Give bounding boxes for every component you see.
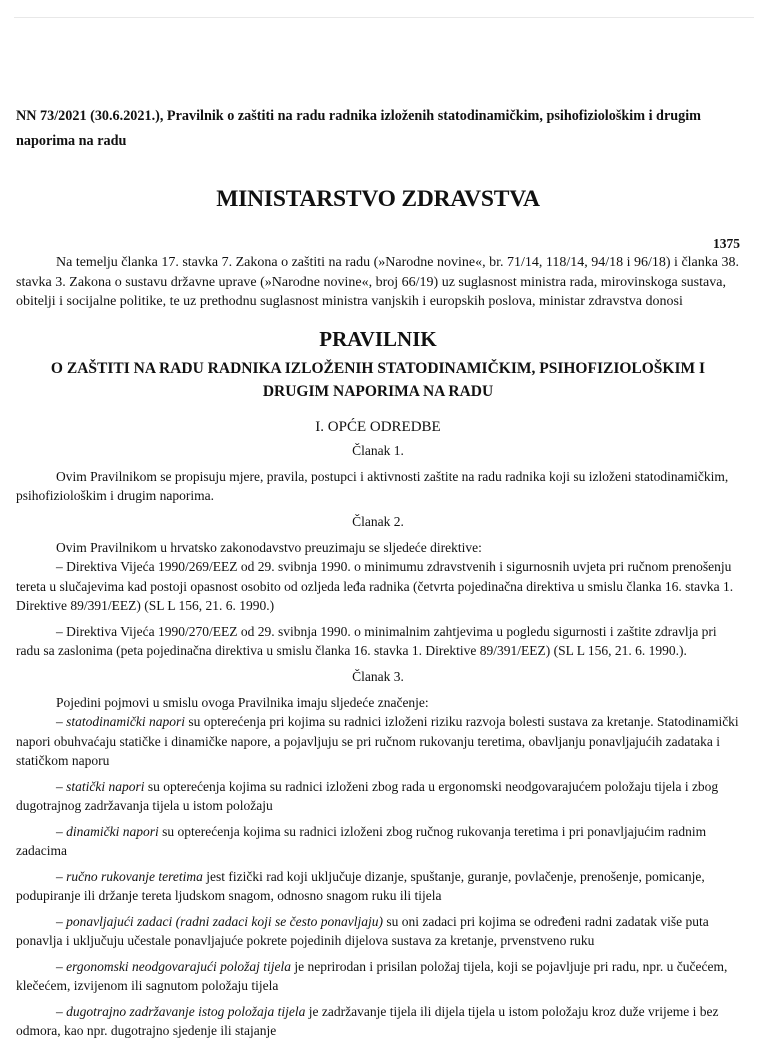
ministry-heading: MINISTARSTVO ZDRAVSTVA — [216, 186, 540, 212]
article-1-text: Ovim Pravilnikom se propisuju mjere, pravila, postupci i aktivnosti zaštite na radu radnika koji su izloženi statodinamičkim, psihofiziološkim i drugim naporima. — [16, 468, 729, 503]
article-2-intro: Ovim Pravilnikom u hrvatsko zakonodavstvo preuzimaju se sljedeće direktive: — [56, 539, 482, 555]
definition-item — [16, 822, 740, 861]
definition-item — [16, 957, 740, 996]
definition-item — [16, 912, 740, 951]
article-3-heading: Članak 3. — [352, 668, 404, 684]
definition-term: ponavljajući zadaci (radni zadaci koji se često ponavljaju) — [66, 913, 383, 929]
top-divider — [14, 17, 754, 18]
definition-item — [16, 712, 740, 771]
definition-dash: – — [56, 958, 67, 974]
definition-dash: – — [56, 1003, 67, 1019]
definition-term: ergonomski neodgovarajući položaj tijela — [66, 958, 291, 974]
definition-item — [16, 1002, 740, 1041]
definition-item — [16, 777, 740, 816]
article-1-heading: Članak 1. — [352, 442, 404, 458]
document-header: NN 73/2021 (30.6.2021.), Pravilnik o zaštiti na radu radnika izloženih statodinamičkim, psihofiziološkim i drugim naporima na radu — [16, 108, 701, 149]
definition-text: je neprirodan i prisilan položaj tijela, koji se pojavljuje pri radu, npr. u čučećem, klečećem, izvijenom ili sagnutom položaju tijela — [16, 958, 728, 993]
definition-text: su opterećenja kojima su radnici izloženi zbog ručnog rukovanja teretima i pri ponavljajućim radnim zadacima — [16, 823, 707, 858]
definition-dash: – — [56, 913, 67, 929]
document-page — [16, 104, 740, 1041]
definition-term: dugotrajno zadržavanje istog položaja tijela — [66, 1003, 306, 1019]
definition-text: je zadržavanje tijela ili dijela tijela u istom položaju kroz duže vrijeme i bez odmora, kao npr. dugotrajno sjedenje ili stajanje — [16, 1003, 719, 1038]
definition-dash: – — [56, 823, 67, 839]
rule-subtitle: O ZAŠTITI NA RADU RADNIKA IZLOŽENIH STATODINAMIČKIM, PSIHOFIZIOLOŠKIM I DRUGIM NAPORIMA NA RADU — [50, 359, 706, 400]
definition-text: su opterećenja kojima su radnici izloženi zbog rada u ergonomski neodgovarajućem položaju tijela i zbog dugotrajnog zadržavanja tijela u istom položaju — [16, 778, 719, 813]
rule-title: PRAVILNIK — [319, 326, 437, 351]
definition-text: su opterećenja pri kojima su radnici izloženi riziku razvoja bolesti sustava za kretanje. Statodinamički napori obuhvaćaju statičke i dinamičke napore, a pojavljuju se pri ručnom rukovanju teretima, obavljanju ponavljajućih zadataka i statičkom naporu — [16, 714, 739, 768]
definition-dash: – — [56, 868, 67, 884]
definition-item — [16, 867, 740, 906]
article-2-heading: Članak 2. — [352, 513, 404, 529]
definition-text: su oni zadaci pri kojima se određeni radni zadatak više puta ponavlja i uključuju učestale ponavljajuće pokrete pojedinih dijelova sustava za kretanje, prvenstveno ruku — [16, 913, 709, 948]
article-2-directive-1: – Direktiva Vijeća 1990/269/EEZ od 29. svibnja 1990. o minimumu zdravstvenih i sigurnosnih uvjeta pri ručnom prenošenju tereta u slučajevima kad postoji opasnost osobito od ozljeda leđa radnika (četvrta pojedinačna direktiva u smislu članka 16. stavka 1. Direktive 89/391/EEZ) (SL L 156, 21. 6. 1990.) — [16, 559, 734, 613]
article-3-intro: Pojedini pojmovi u smislu ovoga Pravilnika imaju sljedeće značenje: — [56, 694, 429, 710]
definition-term: statički napori — [66, 778, 145, 794]
definition-dash: – — [56, 714, 67, 729]
definition-term: ručno rukovanje teretima — [66, 868, 203, 884]
preamble: Na temelju članka 17. stavka 7. Zakona o zaštiti na radu (»Narodne novine«, br. 71/14, 118/14, 94/18 i 96/18) i članka 38. stavka 3. Zakona o sustavu državne uprave (»Narodne novine«, broj 66/19) uz suglasnost ministra rada, mirovinskoga sustava, obitelji i socijalne politike, te uz prethodnu suglasnost ministra vanjskih i europskih poslova, ministar zdravstva donosi — [16, 255, 739, 309]
definition-term: statodinamički napori — [66, 714, 185, 729]
definition-text: jest fizički rad koji uključuje dizanje, spuštanje, guranje, povlačenje, prenošenje, pomicanje, podupiranje ili držanje tereta ljudskom snagom, odnosno snagom ruku ili tijela — [16, 868, 705, 903]
section-heading: I. OPĆE ODREDBE — [315, 418, 441, 435]
article-2-directive-2: – Direktiva Vijeća 1990/270/EEZ od 29. svibnja 1990. o minimalnim zahtjevima u pogledu sigurnosti i zaštite zdravlja pri radu sa zaslonima (peta pojedinačna direktiva u smislu članka 16. stavka 1. Direktive 89/391/EEZ) (SL L 156, 21. 6. 1990.). — [16, 623, 717, 658]
definition-term: dinamički napori — [66, 823, 159, 839]
definition-dash: – — [56, 778, 67, 794]
document-number: 1375 — [713, 236, 740, 251]
